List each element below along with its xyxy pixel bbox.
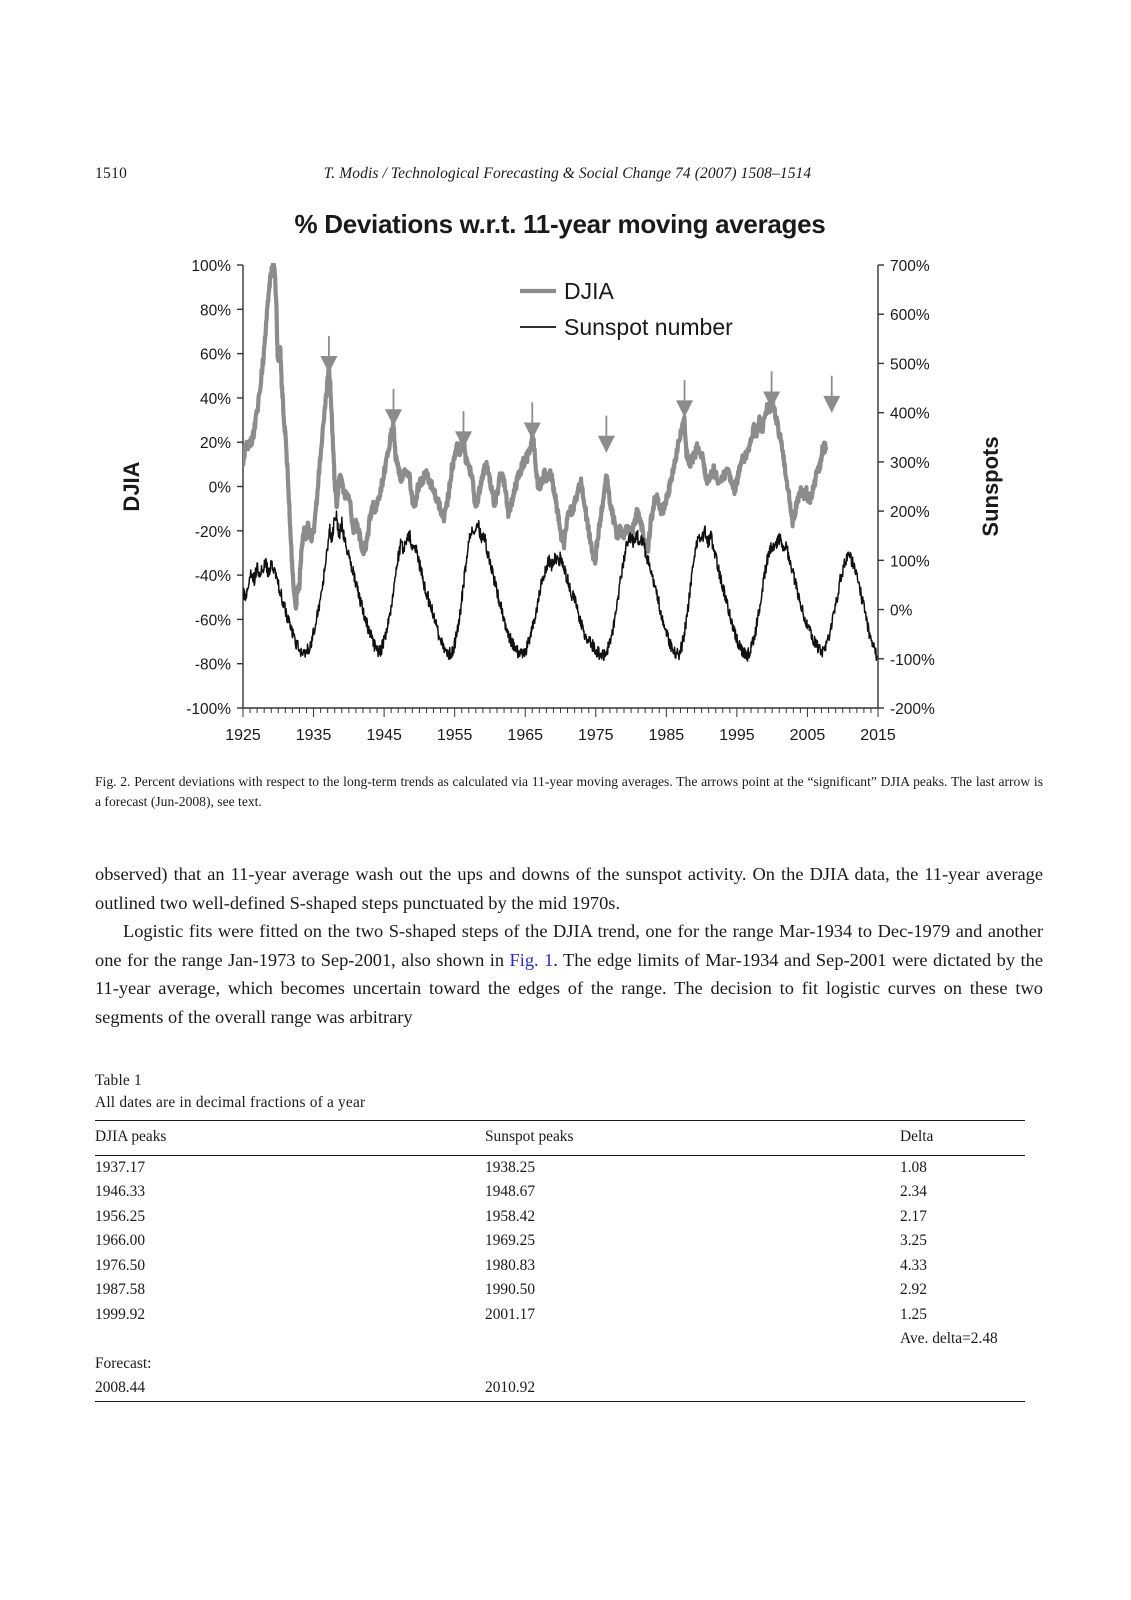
cell-empty [485,1327,900,1352]
cell-delta: 2.34 [900,1183,927,1200]
peak-arrow [320,336,337,373]
figure-caption [95,772,1043,811]
paragraph-2-part-a: Logistic fits were fitted on the two S-shaped steps of the DJIA trend, one for the range Mar-1934 to Dec-1979 and another one for the range Jan-1973 to Sep-2001, also shown in [95,921,1043,970]
table-row [95,1303,1025,1328]
cell-sunspot-peak: 2001.17 [485,1305,536,1323]
table-body [95,1155,1025,1404]
left-axis-tick-label: -100% [186,701,231,718]
peak-arrow [385,389,402,426]
figure-1-crossref-link[interactable]: Fig. 1 [509,949,554,970]
right-axis-tick-label: 0% [890,602,913,620]
cell-sunspot-peak: 1958.42 [485,1207,536,1225]
x-axis-tick-label: 1985 [648,727,685,744]
legend-label-sunspot-number: Sunspot number [564,314,733,340]
peak-arrow [524,402,541,439]
cell-sunspot-peak: 1969.25 [485,1232,536,1249]
right-axis-tick-label: 100% [890,553,930,571]
left-axis-tick-label: 80% [199,302,231,320]
table-row [95,1155,1025,1180]
left-axis-title: DJIA [119,461,144,512]
right-axis-tick-label: 200% [890,504,930,522]
left-axis-tick-label: 0% [208,479,231,497]
left-axis-tick-label: 20% [199,435,231,453]
right-axis-tick-label: 300% [890,454,930,472]
left-axis-tick-label: 60% [199,346,231,364]
cell-sunspot-peak: 1990.50 [485,1281,536,1298]
left-axis-tick-label: 100% [191,258,231,275]
cell-empty [900,1352,1025,1377]
column-header-delta: Delta [900,1121,1025,1156]
cell-forecast-delta [900,1376,1025,1401]
running-head [95,165,1040,187]
cell-djia-peak: 1999.92 [95,1305,146,1323]
left-axis-tick-label: -20% [194,523,231,541]
cell-djia-peak: 1956.25 [95,1207,146,1225]
cell-sunspot-peak: 1980.83 [485,1256,536,1274]
x-axis-tick-label: 1965 [507,727,544,744]
figure-caption-line1: Fig. 2. Percent deviations with respect to the long-term trends as calculated via 11-year moving averages. The arrows point at the [95,774,804,789]
cell-forecast-label: Forecast: [95,1354,152,1372]
series-group [243,261,877,662]
paragraph-2 [95,917,1043,1031]
figure-caption-line2: “significant” DJIA peaks. The last arrow is a forecast (Jun-2008), see text. [95,774,1043,809]
table-1 [95,1120,1025,1404]
chart-legend [520,278,733,340]
legend-label-djia: DJIA [564,278,614,304]
x-axis-tick-label: 1945 [366,727,402,744]
cell-djia-peak: 1976.50 [95,1256,146,1274]
figure-2 [95,205,1040,765]
cell-sunspot-peak: 1948.67 [485,1183,536,1200]
cell-empty [485,1352,900,1377]
journal-citation: T. Modis / Technological Forecasting & Social Change 74 (2007) 1508–1514 [323,165,812,182]
x-axis-tick-label: 1975 [577,727,614,744]
cell-delta: 1.25 [900,1305,927,1323]
rule-cell [485,1401,900,1404]
table-1-block [95,1070,1025,1404]
deviations-chart [95,205,1040,765]
forecast-label-row [95,1352,1025,1377]
peak-arrow-forecast [823,376,840,413]
table-row [95,1205,1025,1230]
right-axis-tick-label: -200% [890,701,935,718]
column-header-djia-peaks: DJIA peaks [95,1121,485,1156]
cell-delta: 2.92 [900,1281,927,1298]
peak-arrow [676,380,693,417]
forecast-values-row [95,1376,1025,1401]
x-axis-tick-label: 2015 [860,727,896,744]
table-bottom-rule-row [95,1401,1025,1404]
x-axis-tick-label: 1935 [295,727,332,744]
arrow-head [676,400,693,417]
x-axis-tick-label: 1995 [719,727,755,744]
cell-delta: 1.08 [900,1155,1025,1180]
cell-djia-peak: 1966.00 [95,1232,146,1249]
left-axis-tick-label: -80% [194,656,231,674]
right-axis-tick-label: 600% [890,307,930,325]
left-axis-tick-label: 40% [199,390,231,408]
cell-forecast-sunspot: 2010.92 [485,1379,536,1396]
table-row [95,1254,1025,1279]
cell-forecast-djia: 2008.44 [95,1379,146,1396]
table-label: Table 1 [95,1072,142,1089]
table-row [95,1180,1025,1205]
cell-delta: 2.17 [900,1207,927,1225]
cell-djia-peak: 1987.58 [95,1281,146,1298]
left-axis-tick-label: -40% [194,568,231,586]
cell-djia-peak: 1937.17 [95,1155,485,1180]
arrow-head [524,422,541,439]
table-row [95,1229,1025,1254]
peak-arrows-group [320,336,840,453]
cell-delta: 4.33 [900,1256,927,1274]
right-axis-tick-label: -100% [890,651,935,669]
cell-empty [95,1327,485,1352]
arrow-head [598,436,615,453]
left-axis-tick-label: -60% [194,612,231,630]
rule-cell [95,1401,485,1404]
cell-delta: 3.25 [900,1232,927,1249]
right-axis-title: Sunspots [978,436,1003,537]
average-delta-row [95,1327,1025,1352]
column-header-sunspot-peaks: Sunspot peaks [485,1121,900,1156]
rule-cell [900,1401,1025,1404]
table-subtitle: All dates are in decimal fractions of a year [95,1094,366,1111]
right-axis-tick-label: 400% [890,405,930,423]
table-header-row [95,1121,1025,1156]
right-axis-tick-label: 700% [890,258,930,275]
table-row [95,1278,1025,1303]
cell-sunspot-peak: 1938.25 [485,1155,900,1180]
x-axis-tick-label: 1955 [436,727,473,744]
arrow-head [320,356,337,373]
chart-title: % Deviations w.r.t. 11-year moving averages [294,209,826,239]
right-axis-tick-label: 500% [890,356,930,374]
body-text [95,860,1043,1032]
paragraph-1: observed) that an 11-year average wash out the ups and downs of the sunspot activity. On the DJIA data, the 11-year average outlined two well-defined S-shaped steps punctuated by the mid 1970s. [95,864,1043,913]
peak-arrow [598,416,615,453]
cell-average-delta: Ave. delta=2.48 [900,1330,998,1347]
arrow-head [823,396,840,413]
x-axis-tick-label: 1925 [225,727,261,744]
cell-djia-peak: 1946.33 [95,1183,146,1200]
x-axis-tick-label: 2005 [789,727,826,744]
arrow-head [385,409,402,426]
page-number: 1510 [95,165,128,182]
paragraph-2-part-b: . The edge limits of Mar-1934 and Sep-2001 were dictated by the 11-year average, which becomes uncertain toward the edges of the range. The decision to fit logistic curves on these two segments of the overall range was arbitrary [95,949,1043,1027]
